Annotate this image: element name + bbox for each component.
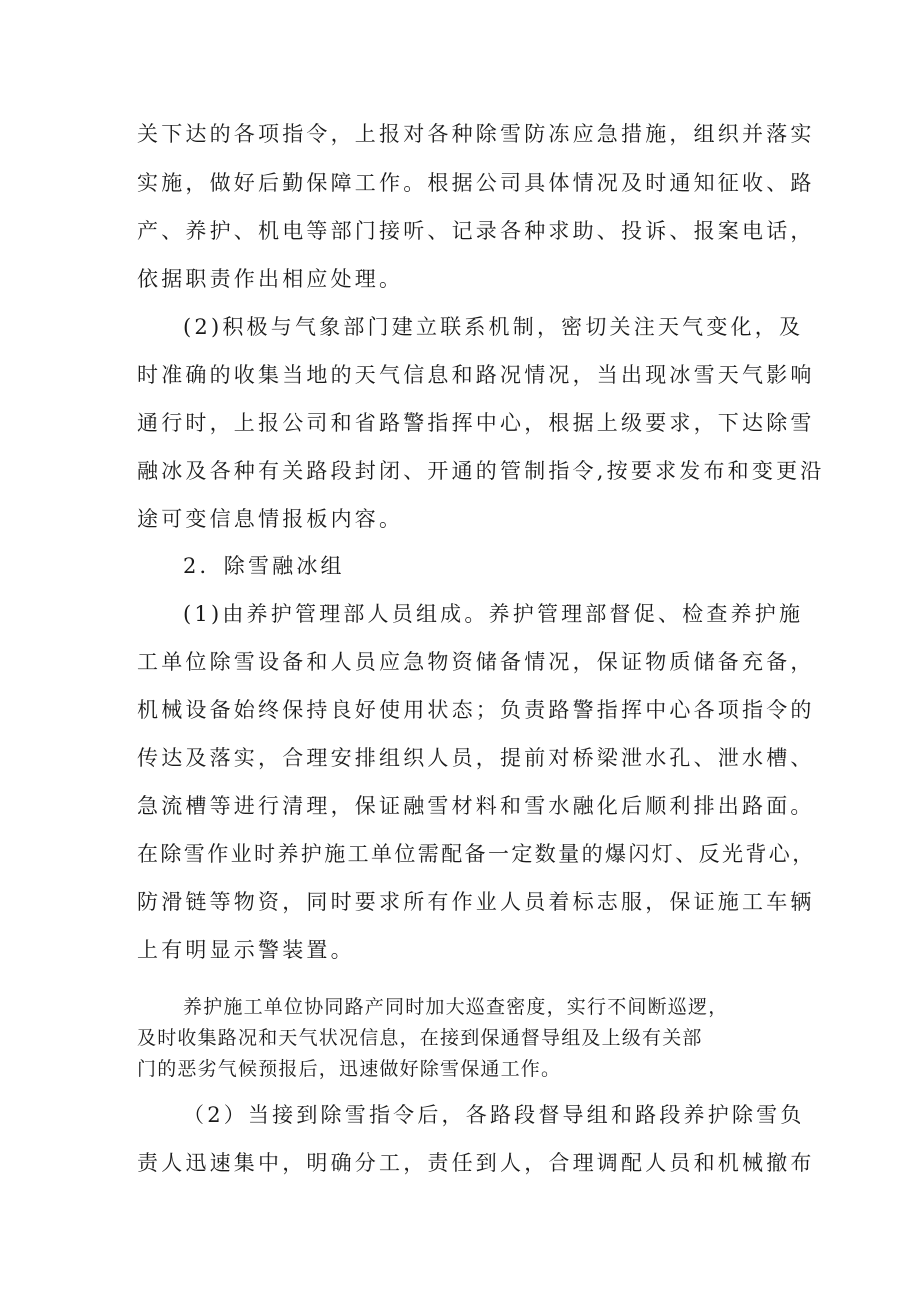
text-line: 在除雪作业时养护施工单位需配备一定数量的爆闪灯、反光背心， bbox=[137, 842, 816, 866]
text-line: 关下达的各项指令，上报对各种除雪防冻应急措施，组织并落实 bbox=[137, 122, 815, 146]
text-line: 依据职责作出相应处理。 bbox=[137, 267, 404, 291]
text-line: 门的恶劣气候预报后，迅速做好除雪保通工作。 bbox=[137, 1058, 562, 1080]
text-line: 责人迅速集中，明确分工，责任到人，合理调配人员和机械撤布 bbox=[137, 1151, 815, 1175]
text-line: 实施，做好后勤保障工作。根据公司具体情况及时通知征收、路 bbox=[137, 171, 815, 195]
text-line: （2）当接到除雪指令后，各路段督导组和路段养护除雪负 bbox=[183, 1103, 805, 1127]
text-line: 机械设备始终保持良好使用状态；负责路警指挥中心各项指令的 bbox=[137, 698, 815, 722]
text-line: 途可变信息情报板内容。 bbox=[137, 507, 404, 531]
text-line: 时准确的收集当地的天气信息和路况情况，当出现冰雪天气影响 bbox=[137, 363, 815, 387]
text-line: 养护施工单位协同路产同时加大巡查密度，实行不间断巡逻， bbox=[183, 996, 729, 1018]
text-line: 通行时，上报公司和省路警指挥中心，根据上级要求，下达除雪 bbox=[137, 411, 815, 435]
text-line: 防滑链等物资，同时要求所有作业人员着标志服，保证施工车辆 bbox=[137, 890, 815, 914]
text-line: 上有明显示警装置。 bbox=[137, 938, 355, 962]
text-line: 急流槽等进行清理，保证融雪材料和雪水融化后顺利排出路面。 bbox=[137, 794, 815, 818]
text-line: 融冰及各种有关路段封闭、开通的管制指令,按要求发布和变更沿 bbox=[137, 459, 825, 483]
text-line: 产、养护、机电等部门接听、记录各种求助、投诉、报案电话， bbox=[137, 219, 815, 243]
text-line: (1)由养护管理部人员组成。养护管理部督促、检查养护施 bbox=[183, 602, 804, 626]
text-line: 及时收集路况和天气状况信息，在接到保通督导组及上级有关部 bbox=[137, 1027, 703, 1049]
text-line: (2)积极与气象部门建立联系机制，密切关注天气变化，及 bbox=[183, 315, 804, 339]
text-line: 工单位除雪设备和人员应急物资储备情况，保证物质储备充备， bbox=[137, 650, 815, 674]
text-line: 传达及落实，合理安排组织人员，提前对桥梁泄水孔、泄水槽、 bbox=[137, 746, 815, 770]
section-heading: 2．除雪融冰组 bbox=[183, 554, 345, 578]
